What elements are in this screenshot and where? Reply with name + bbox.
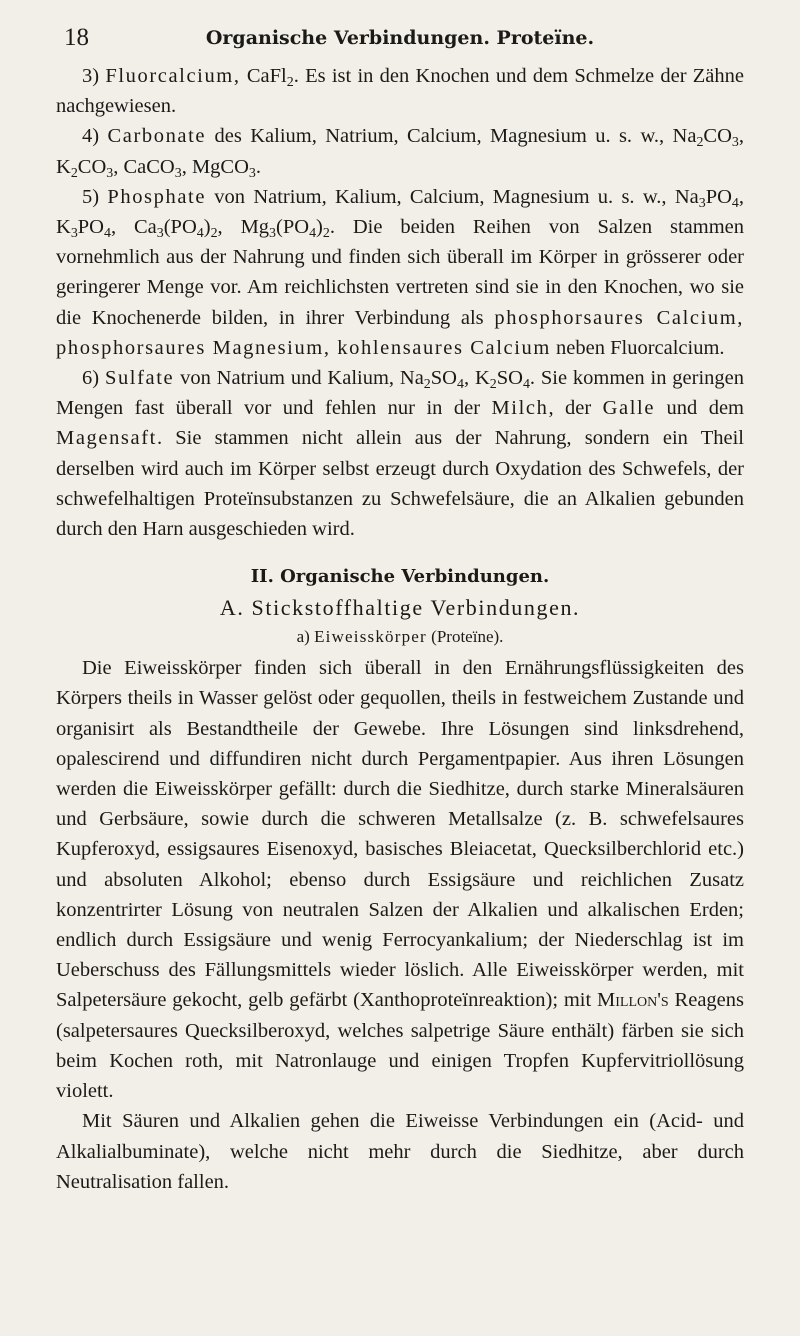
item-4-term: Carbonate xyxy=(107,125,207,148)
body-paragraph-1: Die Eiweisskörper finden sich überall in den Ernährungsflüssigkeiten des Körpers theils in Wasser gelöst oder gequollen, theils in festweichem Zustande und organisirt als Bestandtheile der Gewebe. Ihre Lösungen sind linksdrehend, opalescirend und diffundiren nicht durch Pergamentpapier. Aus ihren Lösungen werden die Eiweisskörper gefällt: durch die Siedhitze, durch starke Mineralsäuren und Gerbsäure, sowie durch die schweren Metallsalze (z. B. schwefelsaures Kupferoxyd, essigsaures Eisenoxyd, basisches Bleiacetat, Quecksilberchlorid etc.) und absoluten Alkohol; ebenso durch Essigsäure und reichlichen Zusatz konzentrirter Lösung von neutralen Salzen der Alkalien und alkalischen Erden; endlich durch Essigsäure und wenig Ferrocyankalium; der Niederschlag ist im Ueberschuss des Fällungsmittels wieder löslich. Alle Eiweisskörper werden, mit Salpetersäure gekocht, gelb gefärbt (Xanthoproteïnreaktion); mit Millon's Reagens (salpetersaures Quecksilberoxyd, welches salpetrige Säure enthält) färben sie sich beim Kochen roth, mit Natronlauge und einigen Tropfen Kupfervitriollösung violett. xyxy=(56,657,744,1103)
item-4: 4) Carbonate des Kalium, Natrium, Calcium, Magnesium u. s. w., $Na_2CO_3$, $K_2CO_3$, CaCO$_3$, MgCO$_3$. xyxy=(56,125,744,181)
body-paragraph-2: Mit Säuren und Alkalien gehen die Eiweisse Verbindungen ein (Acid- und Alkalialbuminate), welche nicht mehr durch die Siedhitze, aber durch Neutralisation fallen. xyxy=(56,1110,744,1193)
item-6-emphasis-milch: Milch xyxy=(491,397,549,420)
item-5: 5) Phosphate von Natrium, Kalium, Calcium, Magnesium u. s. w., $Na_3PO_4$, $K_3PO_4$, $Ca_3(PO_4)_2$, $Mg_3(PO_4)_2$. Die beiden Reihen von Salzen stammen vornehmlich aus der Nahrung und finden sich überall im Körper in grösserer oder geringerer Menge vor. Am reichlichsten vertreten sind sie in den Knochen, wo sie die Knochenerde bilden, in ihrer Verbindung als phosphorsaures Calcium, phosphorsaures Magnesium, kohlensaures Calcium neben Fluorcalcium. xyxy=(56,185,745,359)
running-title: Organische Verbindungen. Proteïne. xyxy=(205,27,595,49)
item-6-emphasis-magensaft: Magensaft xyxy=(56,427,157,450)
item-5-term: Phosphate xyxy=(107,185,207,208)
item-3-term: Fluorcalcium, xyxy=(105,65,241,87)
item-6-term: Sulfate xyxy=(104,367,175,390)
subsection-heading: A. Stickstoffhaltige Verbindungen. xyxy=(219,595,581,621)
section-heading: II. Organische Verbindungen. xyxy=(250,566,550,588)
item-6: 6) Sulfate von Natrium und Kalium, $Na_2SO_4$, $K_2SO_4$. Sie kommen in geringen Mengen fast überall vor und fehlen nur in der Milch, der Galle und dem Magensaft. Sie stammen nicht allein aus der Nahrung, sondern ein Theil derselben wird auch im Körper selbst erzeugt durch Oxydation des Schwefels, der schwefelhaltigen Proteïnsubstanzen zu Schwefelsäure, die an Alkalien gebunden durch den Harn ausgeschieden wird. xyxy=(56,367,745,541)
item-5-emphasis: phosphorsaures Calcium, phosphorsaures Magnesium, kohlensaures Calcium xyxy=(56,306,745,359)
page-number: 18 xyxy=(64,24,89,51)
subsubsection-heading: a) Eiweisskörper (Proteïne). xyxy=(296,627,504,647)
author-name-millon: Millon's xyxy=(597,989,669,1012)
item-6-emphasis-galle: Galle xyxy=(602,397,656,420)
item-3: 3) Fluorcalcium, CaFl$_2$. Es ist in den Knochen und dem Schmelze der Zähne nachgewiesen. xyxy=(56,65,744,118)
page-header xyxy=(56,20,744,61)
